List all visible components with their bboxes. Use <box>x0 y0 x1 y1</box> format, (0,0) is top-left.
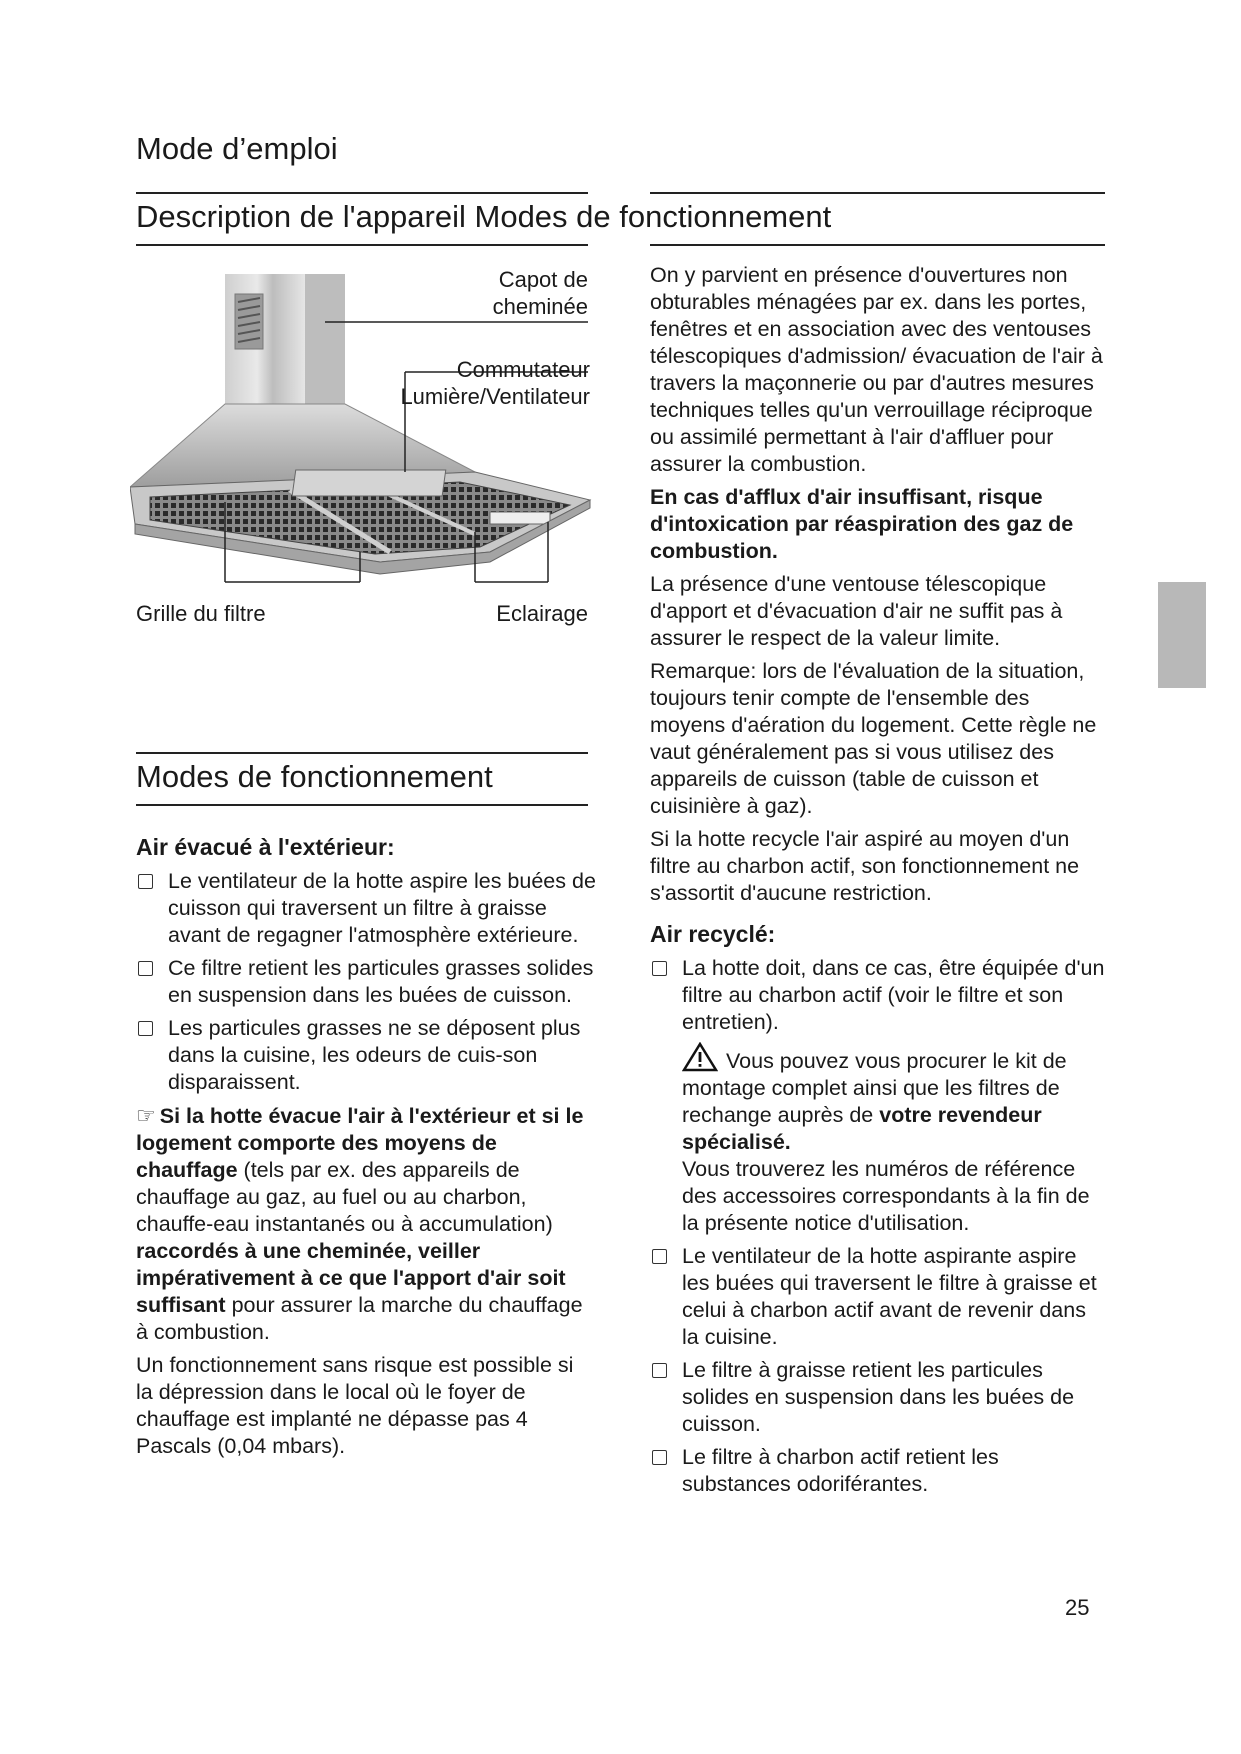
heating-note-text2: pour assurer la marche du chauffage à combustion. <box>136 1293 583 1344</box>
right-paragraph-4: Si la hotte recycle l'air aspiré au moyen d'un filtre au charbon actif, son fonctionnement ne s'assortit d'aucune restriction. <box>650 827 1080 905</box>
warning-block <box>650 1042 1105 1237</box>
checkbox-bullet-icon <box>652 1363 667 1378</box>
list-item-text: Ce filtre retient les particules grasses solides en suspension dans les buées de cuisson. <box>168 956 594 1007</box>
warning-text-2: Vous trouverez les numéros de référence des accessoires correspondants à la fin de la présente notice d'utilisation. <box>682 1157 1090 1235</box>
label-grille: Grille du filtre <box>136 601 266 626</box>
section-header <box>136 198 831 236</box>
list-item-text: Le ventilateur de la hotte aspirante aspire les buées qui traversent le filtre à graisse et celui à charbon actif avant de revenir dans la cuisine. <box>682 1244 1097 1349</box>
checkbox-bullet-icon <box>652 1450 667 1465</box>
heating-note-text1: (tels par ex. des appareils de chauffage au gaz, au fuel ou au charbon, chauffe-eau instantanés ou à accumulation) <box>136 1158 553 1236</box>
header-rule-bottom-right <box>650 244 1105 246</box>
list-item-text: Le ventilateur de la hotte aspire les buées de cuisson qui traversent un filtre à graisse avant de regagner l'atmosphère extérieure. <box>168 869 596 947</box>
page-title: Mode d’emploi <box>136 131 338 166</box>
list-item <box>650 1444 1105 1498</box>
section-header-left: Description de l'appareil <box>136 199 466 234</box>
list-item-text: Le filtre à graisse retient les particules solides en suspension dans les buées de cuisson. <box>682 1358 1075 1436</box>
section-tab-marker <box>1158 582 1206 688</box>
warning-triangle-icon <box>682 1042 718 1072</box>
list-item <box>650 955 1105 1036</box>
checkbox-bullet-icon <box>138 961 153 976</box>
list-item <box>136 955 596 1009</box>
warning-bold-paragraph: En cas d'afflux d'air insuffisant, risque d'intoxication par réaspiration des gaz de combustion. <box>650 485 1074 563</box>
left-column <box>136 832 596 1466</box>
warning-text-1: Vous pouvez vous procurer le kit de montage complet ainsi que les filtres de rechange auprès de <box>682 1049 1067 1127</box>
left-heading: Modes de fonctionnement <box>136 759 493 794</box>
warning-text-bold: votre revendeur spécialisé. <box>682 1103 1042 1154</box>
list-item-text: Le filtre à charbon actif retient les substances odoriférantes. <box>682 1445 999 1496</box>
header-rule-top-right <box>650 192 1105 194</box>
label-capot <box>470 266 588 320</box>
right-subheading: Air recyclé: <box>650 921 776 947</box>
header-rule-bottom-left <box>136 244 588 246</box>
list-item-text: La hotte doit, dans ce cas, être équipée d'un filtre au charbon actif (voir le filtre et son entretien). <box>682 956 1105 1034</box>
list-item <box>650 1357 1105 1438</box>
list-item <box>136 1015 596 1096</box>
header-rule-top-left <box>136 192 588 194</box>
chimney-cover <box>225 274 345 404</box>
right-column <box>650 262 1105 1504</box>
checkbox-bullet-icon <box>652 961 667 976</box>
hood-canopy <box>130 404 590 574</box>
heating-note <box>136 1102 596 1346</box>
label-eclairage: Eclairage <box>496 601 588 626</box>
label-commutateur <box>380 356 590 410</box>
label-commutateur-line2: Lumière/Ventilateur <box>400 384 590 409</box>
checkbox-bullet-icon <box>138 1021 153 1036</box>
heating-note-bold2: raccordés à une cheminée, veiller impérativement à ce que l'apport d'air soit suffisant <box>136 1239 566 1317</box>
heating-note-bold1: Si la hotte évacue l'air à l'extérieur et si le logement comporte des moyens de chauffage <box>136 1104 584 1182</box>
page-number: 25 <box>1065 1595 1090 1620</box>
label-capot-line2: cheminée <box>492 294 588 319</box>
right-paragraph-2: La présence d'une ventouse télescopique d'apport et d'évacuation d'air ne suffit pas à assurer le respect de la valeur limite. <box>650 572 1063 650</box>
list-item <box>650 1243 1105 1351</box>
left-subheading: Air évacué à l'extérieur: <box>136 834 395 860</box>
left-heading-rule-bottom <box>136 804 588 806</box>
checkbox-bullet-icon <box>138 874 153 889</box>
section-header-right: Modes de fonctionnement <box>474 199 832 234</box>
list-item <box>136 868 596 949</box>
pointing-hand-icon: ☞ <box>136 1103 156 1128</box>
right-paragraph-1: On y parvient en présence d'ouvertures non obturables ménagées par ex. dans les portes, fenêtres et en association avec des ventouses télescopiques d'admission/ évacuation de l'air à travers la maçonnerie ou par d'autres mesures techniques telles qu'un verrouillage réciproque ou assimilé permettant à l'air d'affluer pour assurer la combustion. <box>650 263 1103 476</box>
list-item-text: Les particules grasses ne se déposent plus dans la cuisine, les odeurs de cuis-son disparaissent. <box>168 1016 581 1094</box>
left-heading-rule-top <box>136 752 588 754</box>
left-final-paragraph: Un fonctionnement sans risque est possible si la dépression dans le local où le foyer de chauffage est implanté ne dépasse pas 4 Pascals (0,04 mbars). <box>136 1353 574 1458</box>
label-commutateur-line1: Commutateur <box>456 357 590 382</box>
checkbox-bullet-icon <box>652 1249 667 1264</box>
label-capot-line1: Capot de <box>498 267 588 292</box>
right-paragraph-3: Remarque: lors de l'évaluation de la situation, toujours tenir compte de l'ensemble des moyens d'aération du logement. Cette règle ne vaut généralement pas si vous utilisez des appareils de cuisson (table de cuisson et cuisinière à gaz). <box>650 659 1097 818</box>
